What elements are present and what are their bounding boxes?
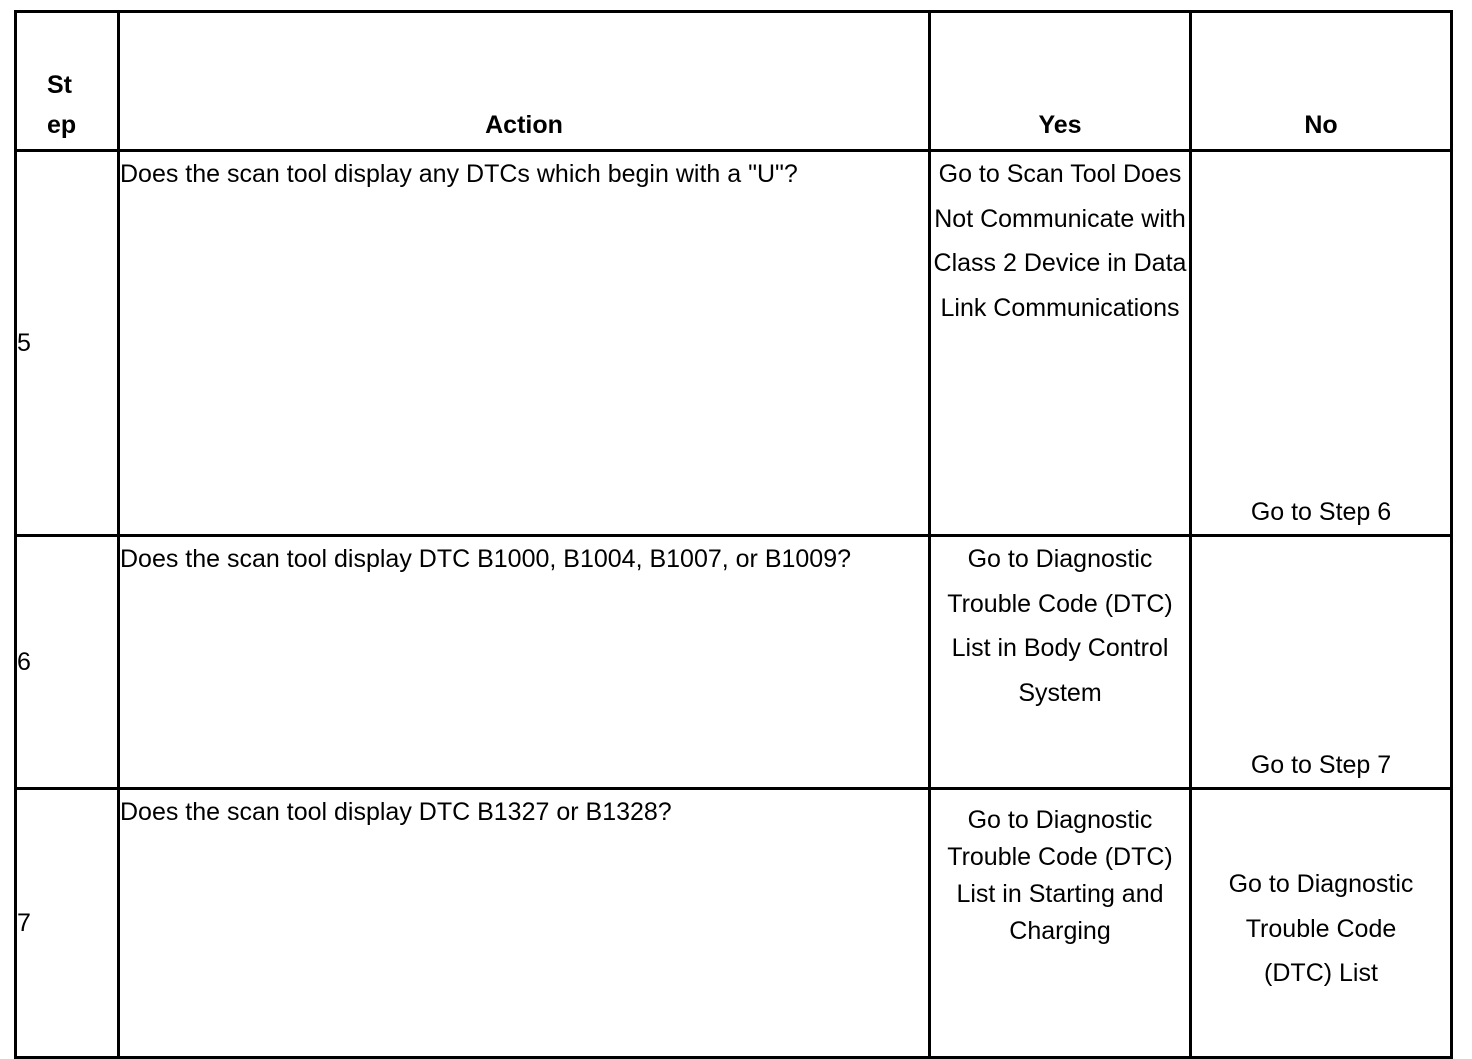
yes-cell: Go to Diagnostic Trouble Code (DTC) List in Starting and Charging [930, 789, 1191, 1058]
step-cell: 6 [16, 536, 119, 789]
action-cell: Does the scan tool display any DTCs which begin with a "U"? [119, 151, 930, 536]
column-header-yes-label: Yes [1038, 111, 1082, 139]
no-cell: Go to Diagnostic Trouble Code (DTC) List [1191, 789, 1452, 1058]
table-row [16, 151, 1452, 536]
action-cell: Does the scan tool display DTC B1000, B1004, B1007, or B1009? [119, 536, 930, 789]
column-header-no-label: No [1304, 111, 1338, 139]
no-cell: Go to Step 6 [1191, 151, 1452, 536]
table-row [16, 536, 1452, 789]
diagnostic-table [14, 10, 1453, 1059]
yes-cell: Go to Scan Tool Does Not Communicate with Class 2 Device in Data Link Communications [930, 151, 1191, 536]
table-header-row [16, 12, 1452, 151]
column-header-step-label: St ep [47, 71, 77, 139]
action-cell: Does the scan tool display DTC B1327 or B1328? [119, 789, 930, 1058]
table-row [16, 789, 1452, 1058]
step-cell: 5 [16, 151, 119, 536]
column-header-action-label: Action [485, 111, 563, 139]
column-header-no [1191, 12, 1452, 151]
yes-cell: Go to Diagnostic Trouble Code (DTC) List in Body Control System [930, 536, 1191, 789]
no-cell: Go to Step 7 [1191, 536, 1452, 789]
column-header-yes [930, 12, 1191, 151]
step-cell: 7 [16, 789, 119, 1058]
column-header-step [16, 12, 119, 151]
column-header-action [119, 12, 930, 151]
